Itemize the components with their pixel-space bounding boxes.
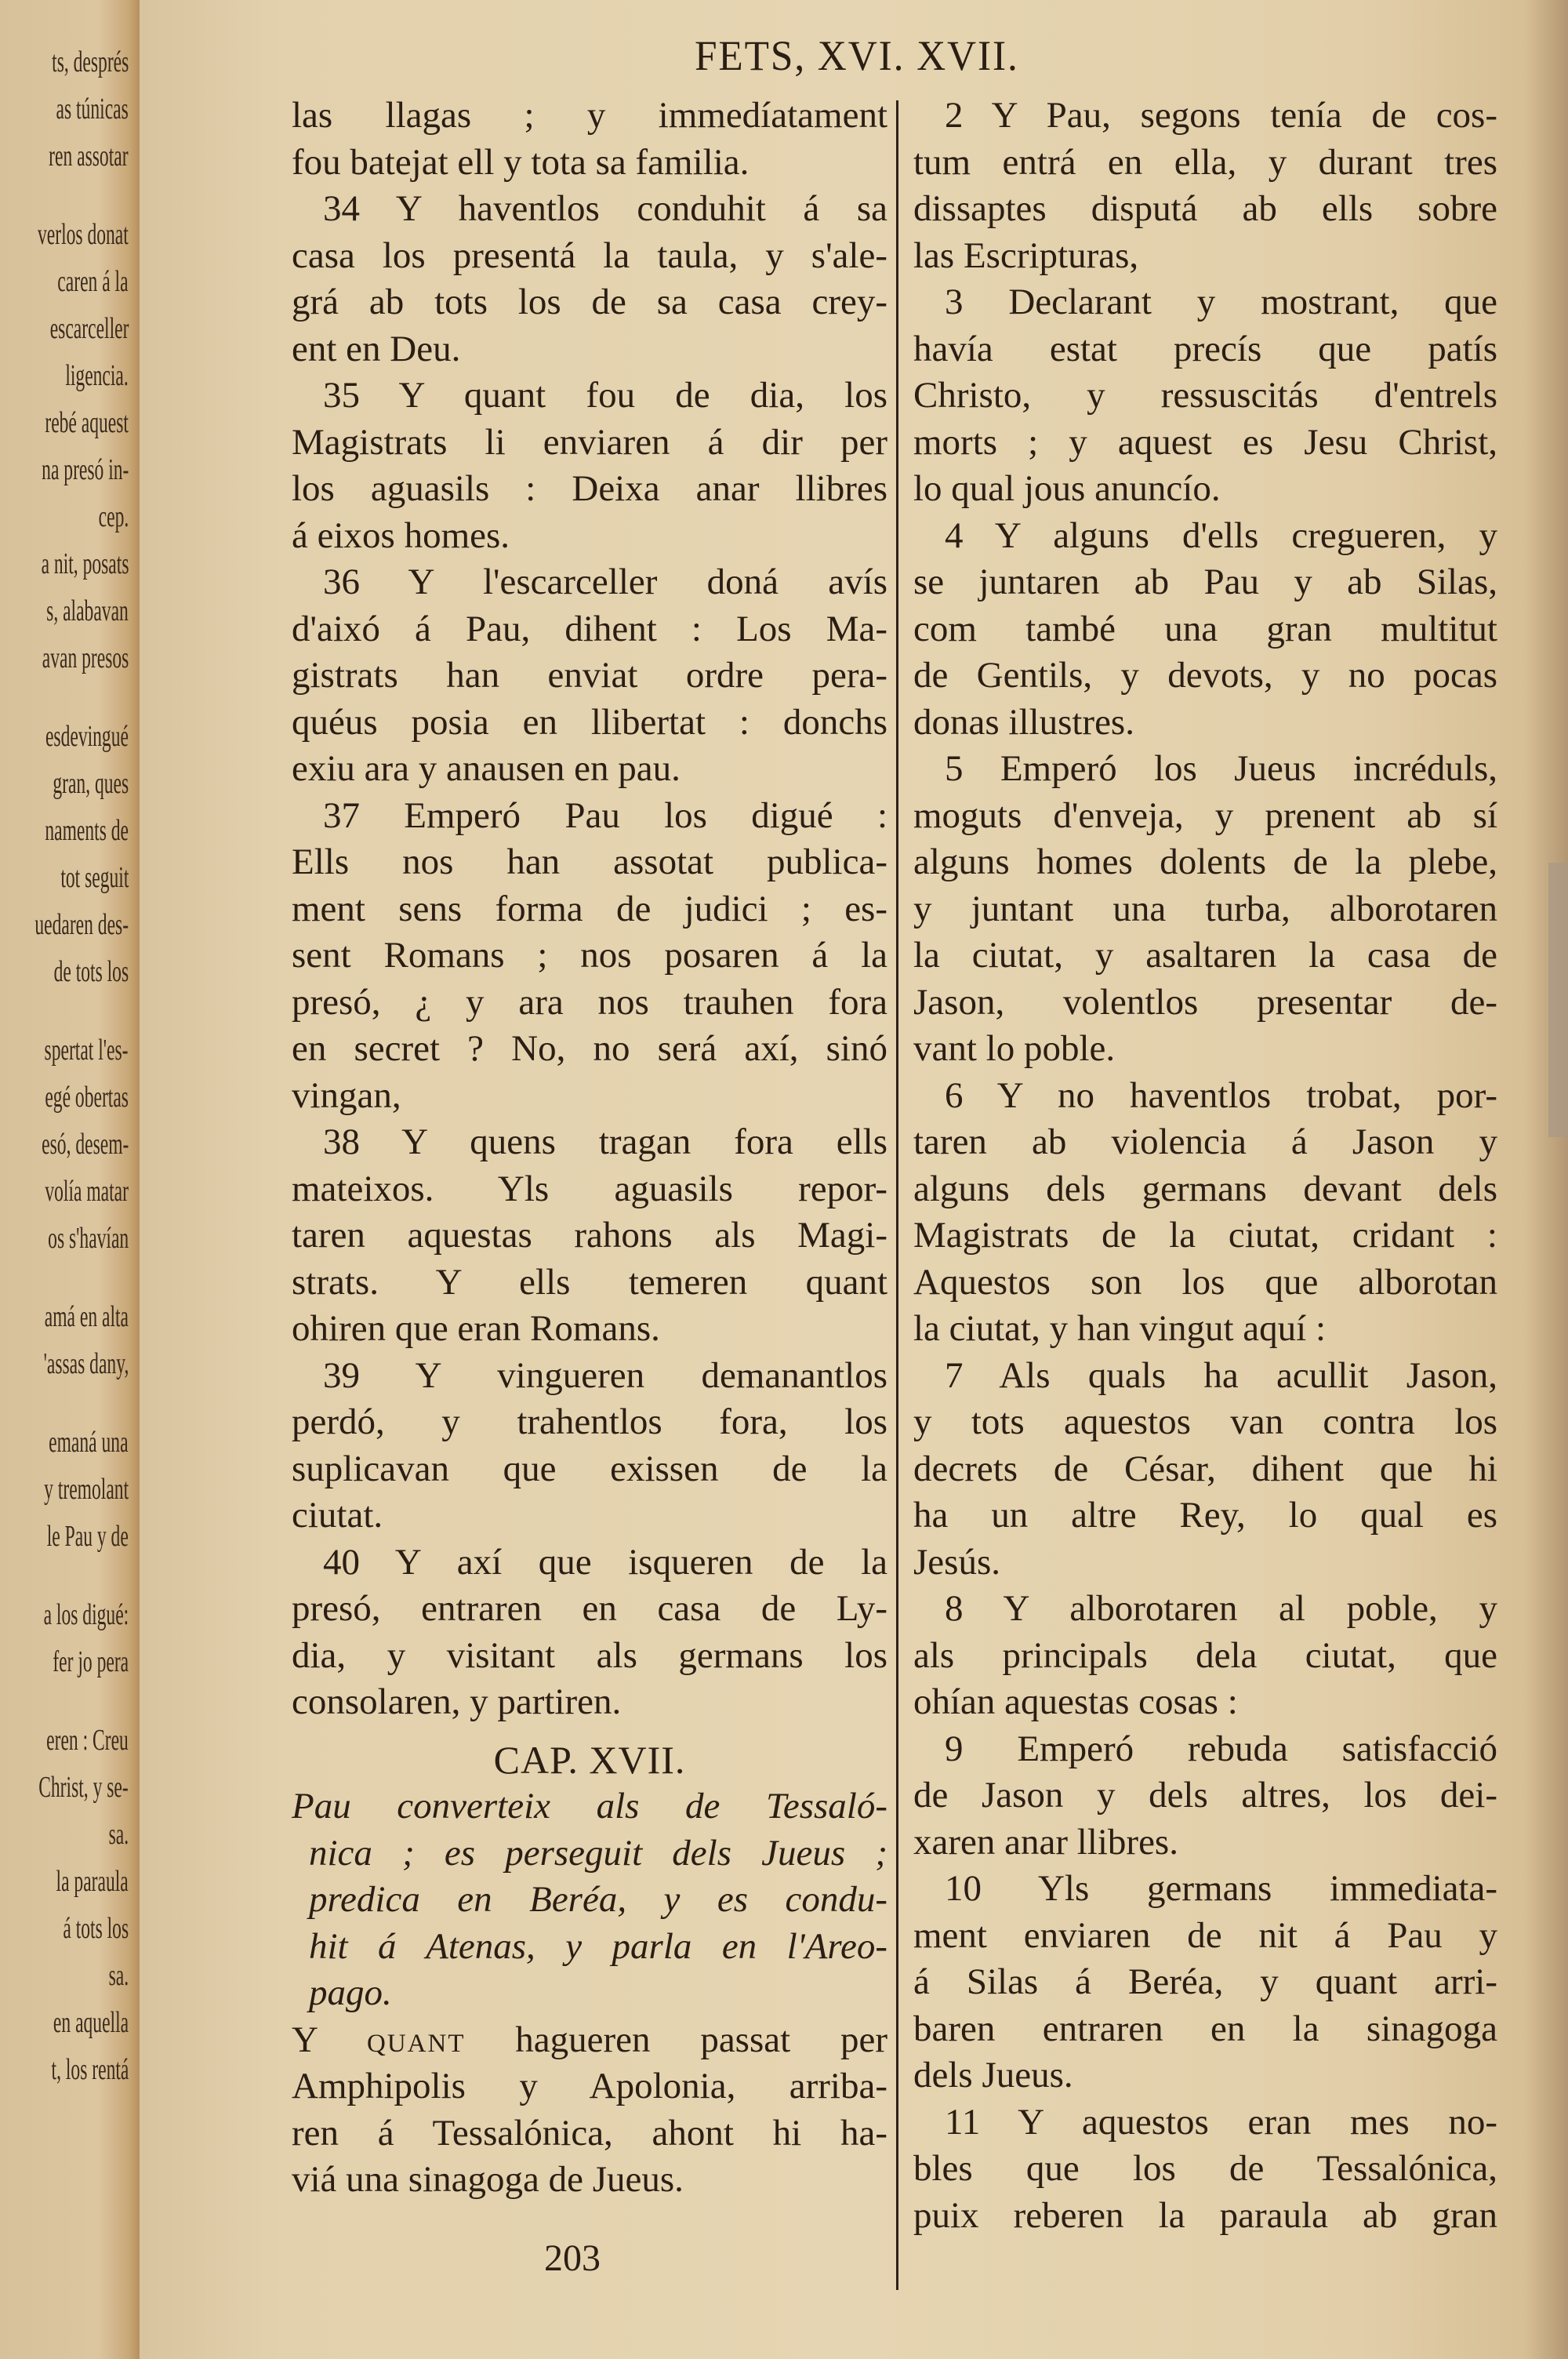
text-line: se juntaren ab Pau y ab Silas,: [913, 562, 1497, 602]
facing-page-fragment: ts, després: [51, 45, 129, 78]
left-column: [292, 93, 887, 2204]
text-line: 8 Y alborotaren al poble, y: [945, 1588, 1497, 1629]
facing-page-fragment: naments de: [45, 814, 129, 847]
text-line: alguns homes dolents de la plebe,: [913, 841, 1497, 882]
facing-page-fragment: amá en alta: [44, 1300, 129, 1333]
text-line: Aquestos son los que alborotan: [913, 1261, 1497, 1303]
text-line: 38 Y quens tragan fora ells: [323, 1121, 887, 1162]
text-line: d'aixó á Pau, dihent : Los Ma-: [292, 608, 887, 649]
text-line: tum entrá en ella, y durant tres: [913, 141, 1497, 183]
text-line: Y quant hagueren passat per: [292, 2019, 887, 2060]
text-line: 4 Y alguns d'ells cregueren, y: [945, 514, 1497, 556]
text-line: presó, entraren en casa de Ly-: [292, 1588, 887, 1629]
text-line: ent en Deu.: [292, 328, 461, 369]
facing-page-fragment: á tots los: [63, 1912, 129, 1945]
text-line: ohían aquestas cosas :: [913, 1681, 1238, 1722]
text-line: las Escripturas,: [913, 234, 1139, 276]
chapter-summary-line: Pau converteix als de Tessaló-: [292, 1786, 887, 1826]
chapter-summary-line: pago.: [309, 1972, 392, 2013]
text-line: grá ab tots los de sa casa crey-: [292, 282, 887, 322]
text-line: donas illustres.: [913, 701, 1134, 743]
text-line: mateixos. Yls aguasils repor-: [292, 1168, 887, 1209]
facing-page-fragment: ren assotar: [49, 140, 129, 173]
running-head-text: FETS, XVI. XVII.: [695, 32, 1019, 79]
right-column: [913, 93, 1497, 2239]
facing-page-fragment: en aquella: [53, 2006, 129, 2039]
text-line: Christo, y ressuscitás d'entrels: [913, 375, 1497, 416]
text-line: y tots aquestos van contra los: [913, 1401, 1497, 1442]
text-line: moguts d'enveja, y prenent ab sí: [913, 794, 1497, 836]
text-line: exiu ara y anausen en pau.: [292, 748, 681, 789]
text-line: suplicavan que exissen de la: [292, 1448, 887, 1489]
text-line: xaren anar llibres.: [913, 1821, 1178, 1863]
facing-page-edge: [0, 0, 140, 2359]
text-line: en secret ? No, no será axí, sinó: [292, 1028, 887, 1069]
text-line: 36 Y l'escarceller doná avís: [323, 562, 887, 602]
text-line: ha un altre Rey, lo qual es: [913, 1495, 1497, 1536]
facing-page-fragment: rebé aquest: [45, 406, 129, 439]
facing-page-fragment: emaná una: [49, 1426, 129, 1459]
text-line: fou batejat ell y tota sa familia.: [292, 141, 750, 183]
text-line: las llagas ; y immedíatament: [292, 95, 887, 136]
text-line: 3 Declarant y mostrant, que: [945, 282, 1497, 322]
text-line: dia, y visitant als germans los: [292, 1634, 887, 1676]
chapter-summary-line: hit á Atenas, y parla en l'Areo-: [309, 1925, 887, 1967]
text-line: la ciutat, y asaltaren la casa de: [913, 935, 1497, 976]
facing-page-fragment: a los digué:: [43, 1598, 129, 1631]
text-line: casa los presentá la taula, y s'ale-: [292, 234, 887, 276]
facing-page-fragment: volía matar: [45, 1175, 129, 1208]
facing-page-fragment: a nit, posats: [41, 547, 129, 580]
facing-page-fragment: as túnicas: [56, 93, 129, 125]
text-line: bles que los de Tessalónica,: [913, 2148, 1497, 2189]
text-line: ohiren que eran Romans.: [292, 1308, 660, 1349]
text-line: 39 Y vingueren demanantlos: [323, 1354, 887, 1396]
page-edge-tab: [1548, 863, 1568, 1137]
text-line: los aguasils : Deixa anar llibres: [292, 468, 887, 509]
text-line: presó, ¿ y ara nos trauhen fora: [292, 981, 887, 1023]
text-line: dels Jueus.: [913, 2055, 1073, 2095]
column-rule: [896, 100, 898, 2290]
text-line: la ciutat, y han vingut aquí :: [913, 1308, 1327, 1349]
text-line: 34 Y haventlos conduhit á sa: [323, 188, 887, 229]
text-line: taren ab violencia á Jason y: [913, 1121, 1497, 1162]
text-line: ren á Tessalónica, ahont hi ha-: [292, 2112, 887, 2154]
facing-page-fragment: os s'havían: [47, 1222, 129, 1255]
chapter-heading: CAP. XVII.: [493, 1737, 686, 1782]
text-line: Jason, volentlos presentar de-: [913, 981, 1497, 1023]
facing-page-fragment: caren á la: [57, 265, 129, 298]
facing-page-fragment: de tots los: [53, 955, 129, 988]
text-line: Magistrats de la ciutat, cridant :: [913, 1215, 1497, 1256]
text-line: 7 Als quals ha acullit Jason,: [945, 1354, 1497, 1396]
facing-page-fragment: esó, desem-: [41, 1128, 129, 1161]
facing-page-fragment: egé obertas: [45, 1081, 129, 1114]
text-line: Ells nos han assotat publica-: [292, 841, 887, 882]
facing-page-fragment: uedaren des-: [34, 908, 129, 941]
text-line: perdó, y trahentlos fora, los: [292, 1401, 887, 1442]
text-line: als principals dela ciutat, que: [913, 1634, 1497, 1676]
text-line: 9 Emperó rebuda satisfacció: [945, 1728, 1497, 1769]
facing-page-fragment: avan presos: [42, 642, 129, 674]
facing-page-fragment: tot seguit: [60, 861, 129, 894]
facing-page-fragment: y tremolant: [44, 1473, 129, 1506]
chapter-summary-line: predica en Beréa, y es condu-: [309, 1879, 887, 1920]
text-line: com també una gran multitut: [913, 608, 1497, 649]
facing-page-fragment: fer jo pera: [53, 1645, 129, 1678]
text-line: 11 Y aquestos eran mes no-: [945, 2101, 1497, 2143]
text-line: Amphipolis y Apolonia, arriba-: [292, 2066, 887, 2106]
text-line: havía estat precís que patís: [913, 328, 1497, 369]
text-line: á eixos homes.: [292, 514, 510, 556]
facing-page-fragment: s, alabavan: [46, 594, 129, 627]
text-line: de Gentils, y devots, y no pocas: [913, 655, 1497, 696]
facing-page-fragment: escarceller: [49, 312, 129, 345]
text-line: 10 Yls germans immediata-: [945, 1868, 1497, 1909]
text-line: Magistrats li enviaren á dir per: [292, 421, 887, 463]
facing-page-fragment: sa.: [108, 1818, 129, 1851]
text-line: 2 Y Pau, segons tenía de cos-: [945, 95, 1497, 136]
text-line: vingan,: [292, 1074, 401, 1116]
facing-page-fragment: le Pau y de: [46, 1520, 129, 1553]
text-line: dissaptes disputá ab ells sobre: [913, 188, 1497, 229]
text-line: 6 Y no haventlos trobat, por-: [945, 1074, 1497, 1116]
facing-page-fragment: na presó in-: [41, 453, 129, 486]
text-line: de Jason y dels altres, los dei-: [913, 1775, 1497, 1816]
text-line: Jesús.: [913, 1541, 1000, 1583]
text-line: 5 Emperó los Jueus incréduls,: [945, 748, 1497, 789]
text-line: viá una sinagoga de Jueus.: [292, 2159, 684, 2200]
facing-page-fragment: 'assas dany,: [43, 1347, 129, 1380]
facing-page-fragment: t, los rentá: [51, 2053, 129, 2086]
text-line: strats. Y ells temeren quant: [292, 1261, 887, 1303]
text-line: ment sens forma de judici ; es-: [292, 888, 887, 929]
text-line: á Silas á Beréa, y quant arri-: [913, 1961, 1497, 2002]
facing-page-fragment: cep.: [98, 500, 129, 533]
text-line: decrets de César, dihent que hi: [913, 1448, 1497, 1489]
text-line: ment enviaren de nit á Pau y: [913, 1914, 1497, 1956]
facing-page-fragment: eren : Creu: [46, 1724, 129, 1757]
text-line: taren aquestas rahons als Magi-: [292, 1215, 887, 1256]
facing-page-fragment: verlos donat: [38, 218, 129, 251]
text-line: gistrats han enviat ordre pera-: [292, 655, 887, 696]
text-line: 40 Y axí que isqueren de la: [323, 1541, 887, 1583]
text-line: y juntant una turba, alborotaren: [913, 888, 1497, 929]
text-line: alguns dels germans devant dels: [913, 1168, 1497, 1209]
facing-page-fragment: la paraula: [56, 1865, 129, 1898]
facing-page-fragment: ligencia.: [65, 359, 129, 392]
text-line: sent Romans ; nos posaren á la: [292, 935, 887, 976]
facing-page-fragment: sa.: [108, 1959, 129, 1992]
text-line: morts ; y aquest es Jesu Christ,: [913, 421, 1497, 463]
text-line: puix reberen la paraula ab gran: [913, 2194, 1497, 2236]
text-line: consolaren, y partiren.: [292, 1681, 622, 1722]
page-number: 203: [544, 2237, 601, 2279]
text-line: ciutat.: [292, 1495, 383, 1536]
facing-page-fragment: gran, ques: [53, 767, 129, 800]
facing-page-fragment: esdevingué: [45, 720, 129, 753]
text-line: vant lo poble.: [913, 1028, 1116, 1069]
facing-page-fragment: Christ, y se-: [38, 1771, 129, 1804]
text-line: baren entraren en la sinagoga: [913, 2008, 1497, 2049]
text-line: 37 Emperó Pau los digué :: [323, 794, 887, 836]
facing-page-fragment: spertat l'es-: [45, 1034, 129, 1067]
text-line: lo qual jous anuncío.: [913, 468, 1221, 509]
chapter-summary-line: nica ; es perseguit dels Jueus ;: [309, 1832, 887, 1874]
text-line: quéus posia en llibertat : donchs: [292, 701, 887, 743]
text-line: 35 Y quant fou de dia, los: [323, 375, 887, 416]
